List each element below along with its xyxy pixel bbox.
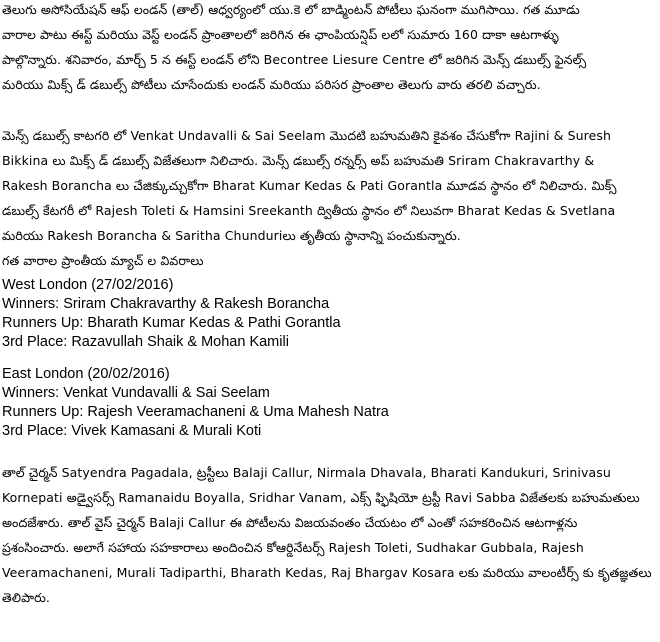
text-line: Kornepati అడ్వైసర్స్ Ramanaidu Boyalla, Sridhar Vanam, ఎక్స్ ఫ్ఫిషియో ట్రస్టీ Ravi Sabba విజేతలకు బహుమతులు <box>2 490 640 505</box>
east-london-runners-up: Runners Up: Rajesh Veeramachaneni & Uma Mahesh Natra <box>2 404 389 420</box>
text-line: ప్రశంసించారు. అలాగే సహాయ సహకారాలు అందించిన కోఆర్డినేటర్స్ Rajesh Toleti, Sudhakar Gubbala, Rajesh <box>2 540 584 555</box>
text-line: పాల్గొన్నారు. శనివారం, మార్చ్ 5 న ఈస్ట్ లండన్ లోని Becontree Liesure Centre లో జరిగిన మెన్స్ డబుల్స్ ఫైనల్స్ <box>2 52 587 67</box>
east-london-third-place: 3rd Place: Vivek Kamasani & Murali Koti <box>2 423 262 439</box>
text-line: తాల్ చైర్మన్ Satyendra Pagadala, ట్రస్టీలు Balaji Callur, Nirmala Dhavala, Bharati Kandukuri, Srinivasu <box>2 465 611 480</box>
text-line: తెలుగు అసోసియేషన్ ఆఫ్ లండన్ (తాల్) ఆధ్వర్యంలో యు.కె లో బాడ్మింటన్ పోటీలు ఘనంగా ముగిసాయి. గత మూడు <box>2 2 580 17</box>
text-line: డబుల్స్ కేటగరీ లో Rajesh Toleti & Hamsini Sreekanth ద్వితీయ స్థానం లో నిలువగా Bharat Kedas & Svetlana <box>2 203 616 218</box>
east-london-heading: East London (20/02/2016) <box>2 366 170 382</box>
text-line: మరియు Rakesh Borancha & Saritha Chunduriలు తృతీయ స్థానాన్ని పంచుకున్నారు. <box>2 228 461 243</box>
west-london-winners: Winners: Sriram Chakravarthy & Rakesh Borancha <box>2 296 330 312</box>
text-line: తెలిపారు. <box>2 590 50 605</box>
west-london-heading: West London (27/02/2016) <box>2 277 174 293</box>
text-line: Rakesh Borancha లు చేజిక్కుచ్చుకోగా Bharat Kumar Kedas & Pati Gorantla మూడవ స్థానం లో నిలిచారు. మిక్స్ <box>2 178 617 193</box>
text-line: మరియు మిక్స్ డ్ డబుల్స్ పోటీలు చూసేందుకు లండన్ మరియు పరిసర ప్రాంతాల తెలుగు వారు తరలి వచ్చారు. <box>2 77 541 92</box>
text-line: మెన్స్ డబుల్స్ కాటగరి లో Venkat Undavalli & Sai Seelam మొదటి బహుమతిని కైవశం చేసుకోగా Rajini & Suresh <box>2 128 612 143</box>
text-line: Veeramachaneni, Murali Tadiparthi, Bharath Kedas, Raj Bhargav Kosara లకు మరియు వాలంటీర్స్ కు కృతజ్ఞతలు <box>2 565 652 580</box>
west-london-third-place: 3rd Place: Razavullah Shaik & Mohan Kamili <box>2 334 289 350</box>
west-london-runners-up: Runners Up: Bharath Kumar Kedas & Pathi Gorantla <box>2 315 341 331</box>
east-london-winners: Winners: Venkat Vundavalli & Sai Seelam <box>2 385 270 401</box>
text-line: Bikkina లు మిక్స్ డ్ డబుల్స్ విజేతలుగా నిలిచారు. మెన్స్ డబుల్స్ రన్నర్స్ అప్ బహుమతి Sriram Chakravarthy & <box>2 153 595 168</box>
text-line: అందజేశారు. తాల్ వైస్ చైర్మన్ Balaji Callur ఈ పోటీలను విజయవంతం చేయటం లో ఎంతో సహకరించిన ఆటగాళ్లను <box>2 515 578 530</box>
text-line: గత వారాల ప్రాంతీయ మ్యాచ్ ల వివరాలు <box>2 253 204 268</box>
text-line: వారాల పాటు ఈస్ట్ మరియు వెస్ట్ లండన్ ప్రాంతాలలో జరిగిన ఈ ఛాంపియన్షిప్ లలో సుమారు 160 దాకా ఆటగాళ్ళు <box>2 27 559 42</box>
